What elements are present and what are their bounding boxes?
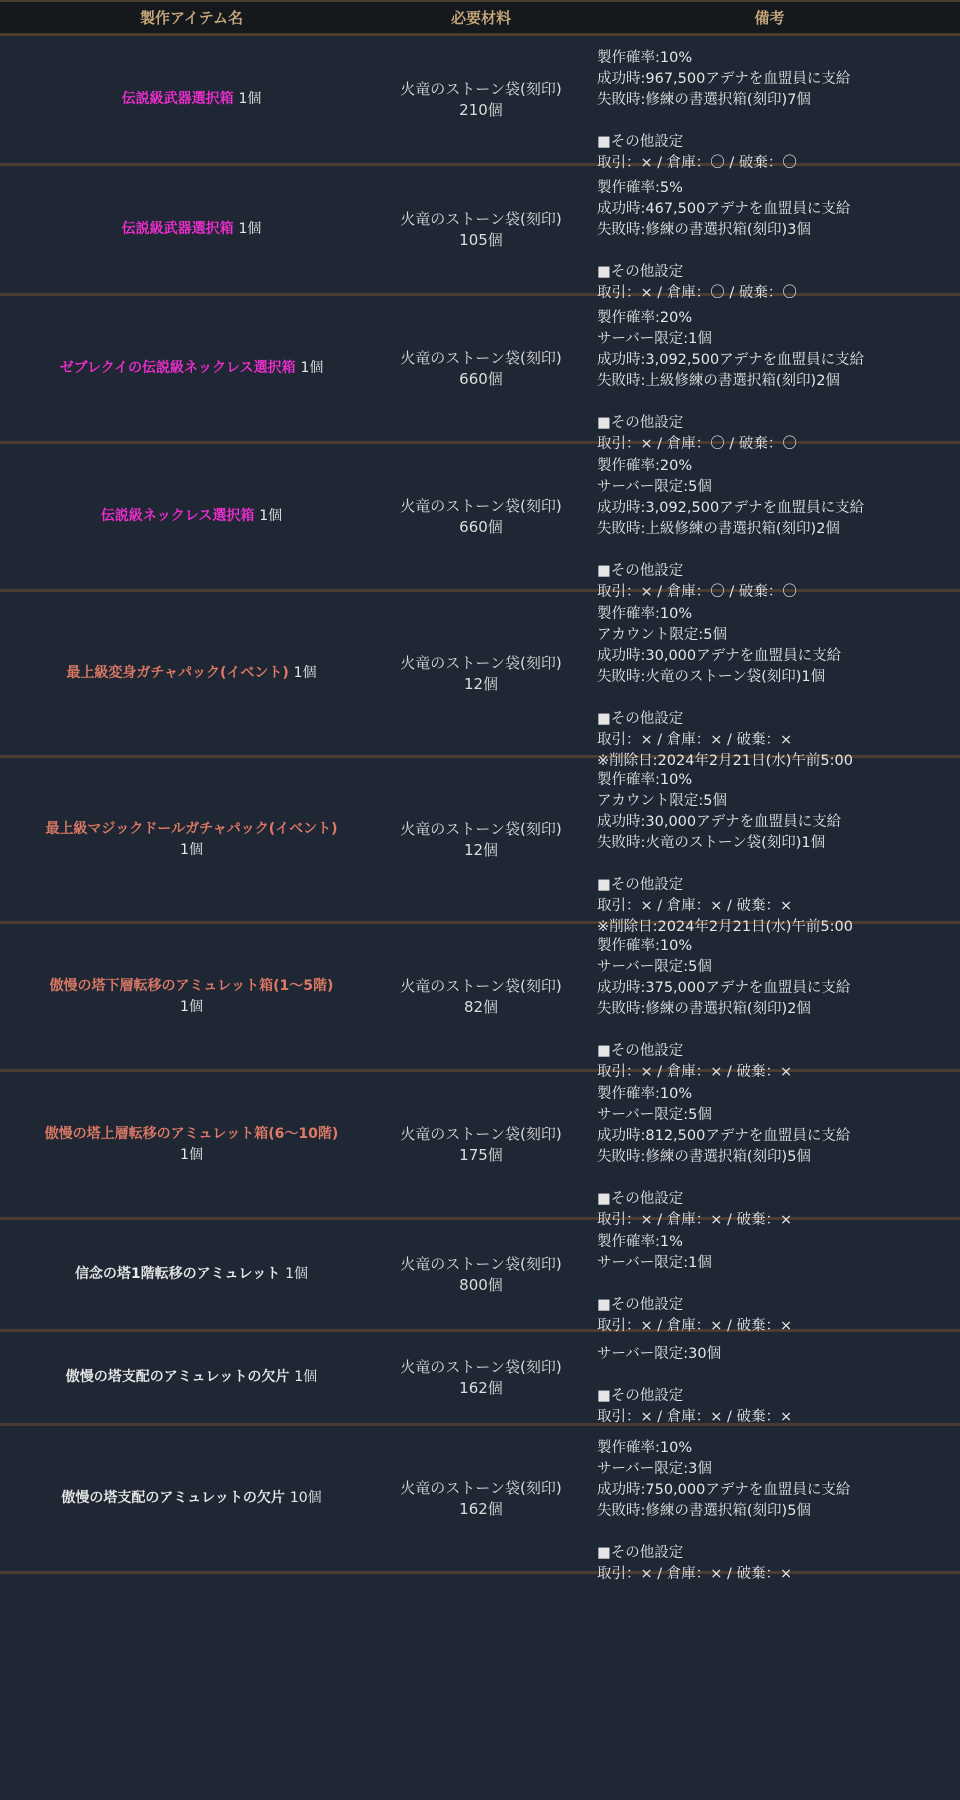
item-cell <box>0 36 383 163</box>
item-quantity: 1個 <box>238 91 262 107</box>
item-quantity: 1個 <box>285 1266 309 1282</box>
note-line <box>597 1365 960 1386</box>
material-name: 火竜のストーン袋(刻印) <box>400 209 562 228</box>
material-name: 火竜のストーン袋(刻印) <box>400 348 562 367</box>
material-cell <box>383 592 579 755</box>
note-line <box>597 1168 960 1189</box>
note-line: 失敗時:火竜のストーン袋(刻印)1個 <box>597 835 826 851</box>
note-cell <box>579 924 960 1080</box>
item-cell <box>0 1426 383 1571</box>
material-quantity: 800個 <box>459 1275 503 1294</box>
note-line: 失敗時:上級修練の書選択箱(刻印)2個 <box>597 373 840 389</box>
material-name: 火竜のストーン袋(刻印) <box>400 819 562 838</box>
note-cell <box>579 1220 960 1334</box>
material-cell <box>383 1072 579 1217</box>
note-line: 成功時:3,092,500アデナを血盟員に支給 <box>597 352 865 368</box>
item-name: 傲慢の塔下層転移のアミュレット箱(1～5階) <box>49 977 334 994</box>
item-name: 傲慢の塔上層転移のアミュレット箱(6～10階) <box>44 1125 339 1142</box>
item-cell <box>0 1220 383 1329</box>
item-label <box>101 506 282 527</box>
item-label <box>45 819 337 861</box>
note-line: ■その他設定 <box>597 1043 684 1059</box>
note-line: ■その他設定 <box>597 264 684 280</box>
table-row <box>0 758 960 935</box>
note-line: ■その他設定 <box>597 1297 684 1313</box>
note-line: サーバー限定:30個 <box>597 1346 722 1362</box>
table-row <box>0 1072 960 1228</box>
item-cell <box>0 166 383 293</box>
note-line: 製作確率:10% <box>597 50 693 66</box>
note-line: 取引：× / 倉庫：× / 破棄：× <box>597 1212 793 1228</box>
item-label <box>75 1264 308 1285</box>
item-quantity: 1個 <box>294 1369 318 1385</box>
item-name: 伝説級武器選択箱 <box>121 221 234 237</box>
note-line: 取引：× / 倉庫：× / 破棄：× <box>597 1318 793 1334</box>
note-line <box>597 1274 960 1295</box>
note-line: アカウント限定:5個 <box>597 627 727 643</box>
material-quantity: 162個 <box>459 1499 503 1518</box>
note-cell <box>579 296 960 452</box>
note-line: 失敗時:修練の書選択箱(刻印)7個 <box>597 92 811 108</box>
item-cell <box>0 758 383 921</box>
note-line: 取引：× / 倉庫：× / 破棄：× <box>597 898 793 914</box>
note-line: 取引：× / 倉庫：〇 / 破棄：〇 <box>597 155 797 171</box>
material-cell <box>383 296 579 441</box>
note-line: 製作確率:10% <box>597 938 693 954</box>
note-line: 取引：× / 倉庫：× / 破棄：× <box>597 1409 793 1425</box>
note-line: 取引：× / 倉庫：× / 破棄：× <box>597 732 793 748</box>
note-line: 取引：× / 倉庫：〇 / 破棄：〇 <box>597 285 797 301</box>
material-name: 火竜のストーン袋(刻印) <box>400 976 562 995</box>
note-line: 失敗時:修練の書選択箱(刻印)2個 <box>597 1001 811 1017</box>
material-quantity: 210個 <box>459 100 503 119</box>
note-line: ■その他設定 <box>597 563 684 579</box>
table-row <box>0 166 960 301</box>
material-name: 火竜のストーン袋(刻印) <box>400 1254 562 1273</box>
item-label <box>66 1367 317 1388</box>
note-line: 成功時:750,000アデナを血盟員に支給 <box>597 1482 851 1498</box>
note-line: 製作確率:1% <box>597 1234 683 1250</box>
table-row <box>0 1426 960 1582</box>
material-name: 火竜のストーン袋(刻印) <box>400 1478 562 1497</box>
note-line: ■その他設定 <box>597 877 684 893</box>
table-row <box>0 924 960 1080</box>
item-label <box>66 663 316 684</box>
header-item-name: 製作アイテム名 <box>140 9 243 27</box>
item-cell <box>0 1072 383 1217</box>
item-name: 傲慢の塔支配のアミュレットの欠片 <box>61 1490 285 1506</box>
material-cell <box>383 36 579 163</box>
item-quantity: 1個 <box>180 841 203 858</box>
table-header <box>0 0 960 36</box>
material-name: 火竜のストーン袋(刻印) <box>400 496 562 515</box>
table-row <box>0 444 960 600</box>
material-quantity: 660個 <box>459 369 503 388</box>
material-cell <box>383 924 579 1069</box>
note-line <box>597 688 960 709</box>
note-cell <box>579 1332 960 1423</box>
note-line: ※削除日:2024年2月21日(水)午前5:00 <box>597 919 853 935</box>
note-line <box>597 1020 960 1041</box>
item-cell <box>0 444 383 589</box>
item-label <box>50 976 334 1018</box>
note-line: アカウント限定:5個 <box>597 793 727 809</box>
note-line: 失敗時:火竜のストーン袋(刻印)1個 <box>597 669 826 685</box>
material-cell <box>383 1426 579 1571</box>
note-cell <box>579 36 960 171</box>
table-row <box>0 296 960 452</box>
note-line: 失敗時:修練の書選択箱(刻印)3個 <box>597 222 811 238</box>
material-quantity: 105個 <box>459 230 503 249</box>
note-line: ■その他設定 <box>597 415 684 431</box>
material-name: 火竜のストーン袋(刻印) <box>400 79 562 98</box>
note-line: 成功時:812,500アデナを血盟員に支給 <box>597 1128 851 1144</box>
item-label <box>122 219 262 240</box>
note-cell <box>579 444 960 600</box>
note-line: ※削除日:2024年2月21日(水)午前5:00 <box>597 753 853 769</box>
item-name: 最上級マジックドールガチャパック(イベント) <box>45 820 338 837</box>
note-line: 製作確率:5% <box>597 180 683 196</box>
material-cell <box>383 1332 579 1423</box>
note-line: 成功時:467,500アデナを血盟員に支給 <box>597 201 851 217</box>
note-cell <box>579 758 960 935</box>
item-label <box>122 89 262 110</box>
note-line <box>597 392 960 413</box>
table-row <box>0 1332 960 1426</box>
note-line: 失敗時:上級修練の書選択箱(刻印)2個 <box>597 521 840 537</box>
note-line: ■その他設定 <box>597 1388 684 1404</box>
table-body <box>0 36 960 1582</box>
note-line: 成功時:30,000アデナを血盟員に支給 <box>597 648 842 664</box>
material-quantity: 12個 <box>463 674 499 693</box>
note-line: サーバー限定:1個 <box>597 331 712 347</box>
item-cell <box>0 1332 383 1423</box>
note-line: 失敗時:修練の書選択箱(刻印)5個 <box>597 1149 811 1165</box>
note-line: 製作確率:10% <box>597 606 693 622</box>
note-line: ■その他設定 <box>597 1545 684 1561</box>
item-quantity: 1個 <box>300 360 324 376</box>
note-line: 成功時:967,500アデナを血盟員に支給 <box>597 71 851 87</box>
note-line: 成功時:30,000アデナを血盟員に支給 <box>597 814 842 830</box>
note-line: 失敗時:修練の書選択箱(刻印)5個 <box>597 1503 811 1519</box>
note-line: 成功時:375,000アデナを血盟員に支給 <box>597 980 851 996</box>
material-cell <box>383 1220 579 1329</box>
note-line: 取引：× / 倉庫：〇 / 破棄：〇 <box>597 584 797 600</box>
note-cell <box>579 1072 960 1228</box>
material-cell <box>383 758 579 921</box>
material-quantity: 82個 <box>463 997 499 1016</box>
note-line: 成功時:3,092,500アデナを血盟員に支給 <box>597 500 865 516</box>
material-quantity: 12個 <box>463 840 499 859</box>
table-row <box>0 592 960 769</box>
note-line: 製作確率:10% <box>597 1086 693 1102</box>
table-row <box>0 36 960 171</box>
material-cell <box>383 444 579 589</box>
item-name: ゼブレクイの伝説級ネックレス選択箱 <box>59 360 296 376</box>
note-line: サーバー限定:3個 <box>597 1461 712 1477</box>
note-line: 製作確率:20% <box>597 458 693 474</box>
material-name: 火竜のストーン袋(刻印) <box>400 1124 562 1143</box>
item-label <box>45 1124 339 1166</box>
item-quantity: 1個 <box>238 221 262 237</box>
material-name: 火竜のストーン袋(刻印) <box>400 653 562 672</box>
note-line <box>597 854 960 875</box>
item-label <box>60 358 324 379</box>
note-line: 取引：× / 倉庫：× / 破棄：× <box>597 1064 793 1080</box>
item-name: 伝説級武器選択箱 <box>121 91 234 107</box>
note-line: 製作確率:10% <box>597 772 693 788</box>
material-quantity: 175個 <box>459 1145 503 1164</box>
item-quantity: 1個 <box>259 508 283 524</box>
note-line: 製作確率:10% <box>597 1440 693 1456</box>
item-quantity: 1個 <box>180 998 203 1015</box>
note-line: サーバー限定:1個 <box>597 1255 712 1271</box>
item-quantity: 10個 <box>289 1490 322 1506</box>
note-line: ■その他設定 <box>597 134 684 150</box>
table-row <box>0 1220 960 1332</box>
note-line: ■その他設定 <box>597 711 684 727</box>
note-line: サーバー限定:5個 <box>597 1107 712 1123</box>
note-line <box>597 241 960 262</box>
note-line <box>597 540 960 561</box>
note-cell <box>579 592 960 769</box>
material-quantity: 660個 <box>459 517 503 536</box>
item-quantity: 1個 <box>293 665 317 681</box>
note-line: 製作確率:20% <box>597 310 693 326</box>
item-cell <box>0 296 383 441</box>
item-name: 信念の塔1階転移のアミュレット <box>74 1266 281 1282</box>
note-line: 取引：× / 倉庫：× / 破棄：× <box>597 1566 793 1582</box>
item-label <box>61 1488 321 1509</box>
header-note: 備考 <box>754 9 785 27</box>
material-name: 火竜のストーン袋(刻印) <box>400 1357 562 1376</box>
item-name: 最上級変身ガチャパック(イベント) <box>66 665 289 681</box>
material-cell <box>383 166 579 293</box>
material-quantity: 162個 <box>459 1378 503 1397</box>
header-material: 必要材料 <box>450 9 511 27</box>
note-cell <box>579 166 960 301</box>
note-line <box>597 111 960 132</box>
note-line <box>597 1522 960 1543</box>
note-line: サーバー限定:5個 <box>597 959 712 975</box>
item-name: 伝説級ネックレス選択箱 <box>100 508 255 524</box>
note-line: ■その他設定 <box>597 1191 684 1207</box>
note-cell <box>579 1426 960 1582</box>
item-cell <box>0 924 383 1069</box>
item-cell <box>0 592 383 755</box>
item-name: 傲慢の塔支配のアミュレットの欠片 <box>65 1369 290 1385</box>
note-line: 取引：× / 倉庫：〇 / 破棄：〇 <box>597 436 797 452</box>
item-quantity: 1個 <box>180 1146 203 1163</box>
note-line: サーバー限定:5個 <box>597 479 712 495</box>
